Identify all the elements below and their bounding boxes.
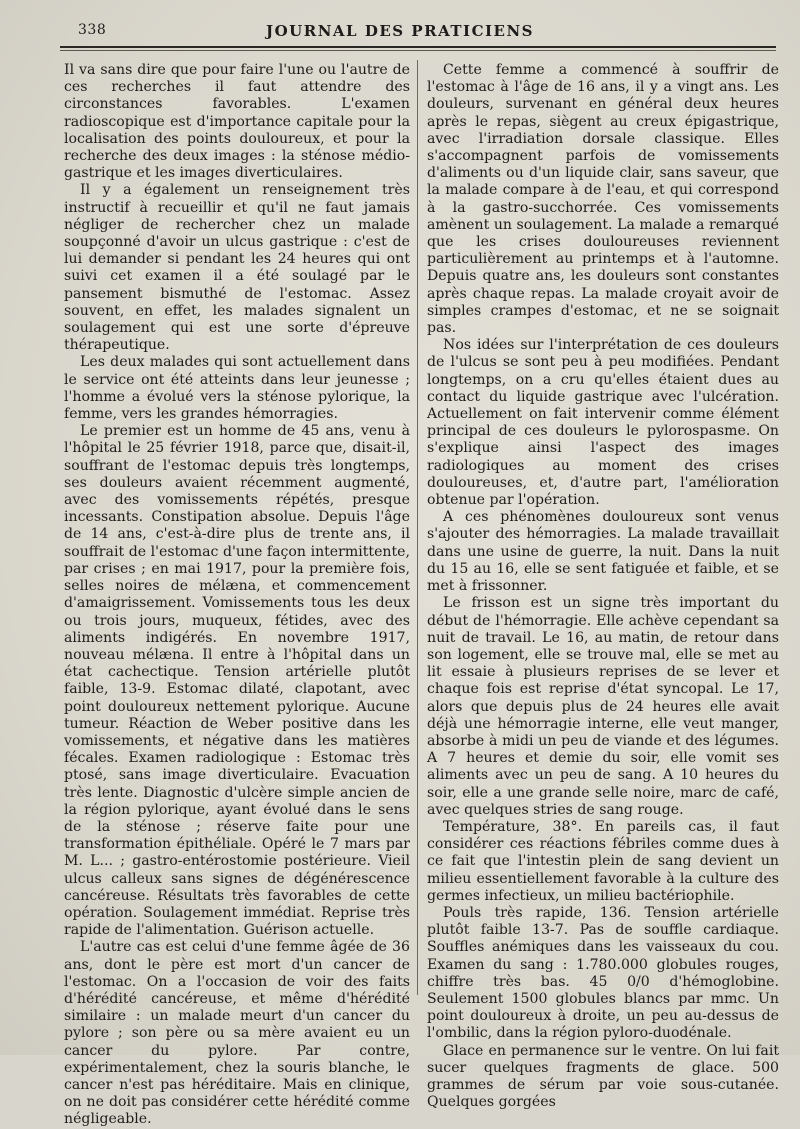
paragraph: L'autre cas est celui d'une femme âgée de 36 ans, dont le père est mort d'un cancer de l'estomac. On a l'occasion de voir des faits d'hérédité cancéreuse, et même d'hérédité similaire : un malade meurt d'un cancer du pylore ; son père ou sa mère avaient eu un cancer du pylore. Par contre, expérimentalement, chez la souris blanche, le cancer n'est pas héréditaire. Mais en clinique, on ne doit pas considérer cette hérédité comme négligeable. <box>64 939 410 1128</box>
paragraph: Il y a également un renseignement très instructif à recueillir et qu'il ne faut jamais négliger de rechercher chez un malade soupçonné d'avoir un ulcus gastrique : c'est de lui demander si pendant les 24 heures qui ont suivi cet examen il a été soulagé par le pansement bismuthé de l'estomac. Assez souvent, en effet, les malades signalent un soulagement qui est une sorte d'épreuve thérapeutique. <box>64 182 410 354</box>
paragraph: Cette femme a commencé à souffrir de l'estomac à l'âge de 16 ans, il y a vingt ans. Les douleurs, survenant en général deux heures après le repas, siègent au creux épigastrique, avec l'irradiation dorsale classique. Elles s'accompagnent parfois de vomissements d'aliments ou d'un liquide clair, sans saveur, que la malade compare à de l'eau, et qui correspond à la gastro-succhorrée. Ces vomissements amènent un soulagement. La malade a remarqué que les crises douloureuses reviennent particulièrement au printemps et à l'automne. Depuis quatre ans, les douleurs sont constantes après chaque repas. La malade croyait avoir de simples crampes d'estomac, et ne se soignait pas. <box>427 62 779 337</box>
paragraph: Glace en permanence sur le ventre. On lui fait sucer quelques fragments de glace. 500 grammes de sérum par voie sous-cutanée. Quelques gorgées <box>427 1042 779 1111</box>
paragraph: Le premier est un homme de 45 ans, venu à l'hôpital le 25 février 1918, parce que, disait-il, souffrant de l'estomac depuis très longtemps, ses douleurs avaient récemment augmenté, avec des vomissements répétés, presque incessants. Constipation absolue. Depuis l'âge de 14 ans, c'est-à-dire plus de trente ans, il souffrait de l'estomac d'une façon intermittente, par crises ; en mai 1917, pour la première fois, selles noires de mélæna, et commencement d'amaigrissement. Vomissements tous les deux ou trois jours, muqueux, fétides, avec des aliments indigérés. En novembre 1917, nouveau mélæna. Il entre à l'hôpital dans un état cachectique. Tension artérielle plutôt faible, 13-9. Estomac dilaté, clapotant, avec point douloureux nettement pylorique. Aucune tumeur. Réaction de Weber positive dans les vomissements, et négative dans les matières fécales. Examen radiologique : Estomac très ptosé, sans image diverticulaire. Evacuation très lente. Diagnostic d'ulcère simple ancien de la région pylorique, ayant évolué dans le sens de la sténose ; réserve faite pour une transformation épithéliale. Opéré le 7 mars par M. L... ; gastro-entérostomie postérieure. Vieil ulcus calleux sans signes de dégénérescence cancéreuse. Résultats très favorables de cette opération. Soulagement immédiat. Reprise très rapide de l'alimentation. Guérison actuelle. <box>64 423 410 939</box>
paragraph: Pouls très rapide, 136. Tension artérielle plutôt faible 13-7. Pas de souffle cardiaque. Souffles anémiques dans les vaisseaux du cou. Examen du sang : 1.780.000 globules rouges, chiffre très bas. 45 0/0 d'hémoglobine. Seulement 1500 globules blancs par mmc. Un point douloureux à droite, un peu au-dessus de l'ombilic, dans la région pyloro-duodénale. <box>427 904 779 1042</box>
paragraph: Température, 38°. En pareils cas, il faut considérer ces réactions fébriles comme dues à ce fait que l'intestin plein de sang devient un milieu essentiellement favorable à la culture des germes infectieux, un milieu bactériophile. <box>427 818 779 904</box>
column-divider <box>417 60 418 995</box>
running-title: JOURNAL DES PRATICIENS <box>266 22 534 40</box>
page-number: 338 <box>78 22 107 38</box>
header-rule-thin <box>60 50 776 51</box>
paragraph: Il va sans dire que pour faire l'une ou l'autre de ces recherches il faut attendre des circonstances favorables. L'examen radioscopique est d'importance capitale pour la localisation des points douloureux, et pour la recherche des deux images : la sténose médio-gastrique et les images diverticulaires. <box>64 62 410 182</box>
paragraph: A ces phénomènes douloureux sont venus s'ajouter des hémorragies. La malade travaillait dans une usine de guerre, la nuit. Dans la nuit du 15 au 16, elle se sent fatiguée et faible, et se met à frissonner. <box>427 509 779 595</box>
right-column <box>427 62 779 1111</box>
paragraph: Nos idées sur l'interprétation de ces douleurs de l'ulcus se sont peu à peu modifiées. Pendant longtemps, on a cru qu'elles étaient dues au contact du liquide gastrique avec l'ulcération. Actuellement on fait intervenir comme élément principal de ces douleurs le pylorospasme. On s'explique ainsi l'aspect des images radiologiques au moment des crises douloureuses, et, d'autre part, l'amélioration obtenue par l'opération. <box>427 337 779 509</box>
left-column <box>64 62 410 1129</box>
header-rule <box>60 46 776 48</box>
paragraph: Le frisson est un signe très important du début de l'hémorragie. Elle achève cependant sa nuit de travail. Le 16, au matin, de retour dans son logement, elle se trouve mal, elle se met au lit essaie à plusieurs reprises de se lever et chaque fois est reprise d'état syncopal. Le 17, alors que depuis plus de 24 heures elle avait déjà une hémorragie interne, elle veut manger, absorbe à midi un peu de viande et des légumes. A 7 heures et demie du soir, elle vomit ses aliments avec un peu de sang. A 10 heures du soir, elle a une grande selle noire, marc de café, avec quelques stries de sang rouge. <box>427 595 779 818</box>
paragraph: Les deux malades qui sont actuellement dans le service ont été atteints dans leur jeunesse ; l'homme a évolué vers la sténose pylorique, la femme, vers les grandes hémorragies. <box>64 354 410 423</box>
page-header <box>0 22 800 46</box>
